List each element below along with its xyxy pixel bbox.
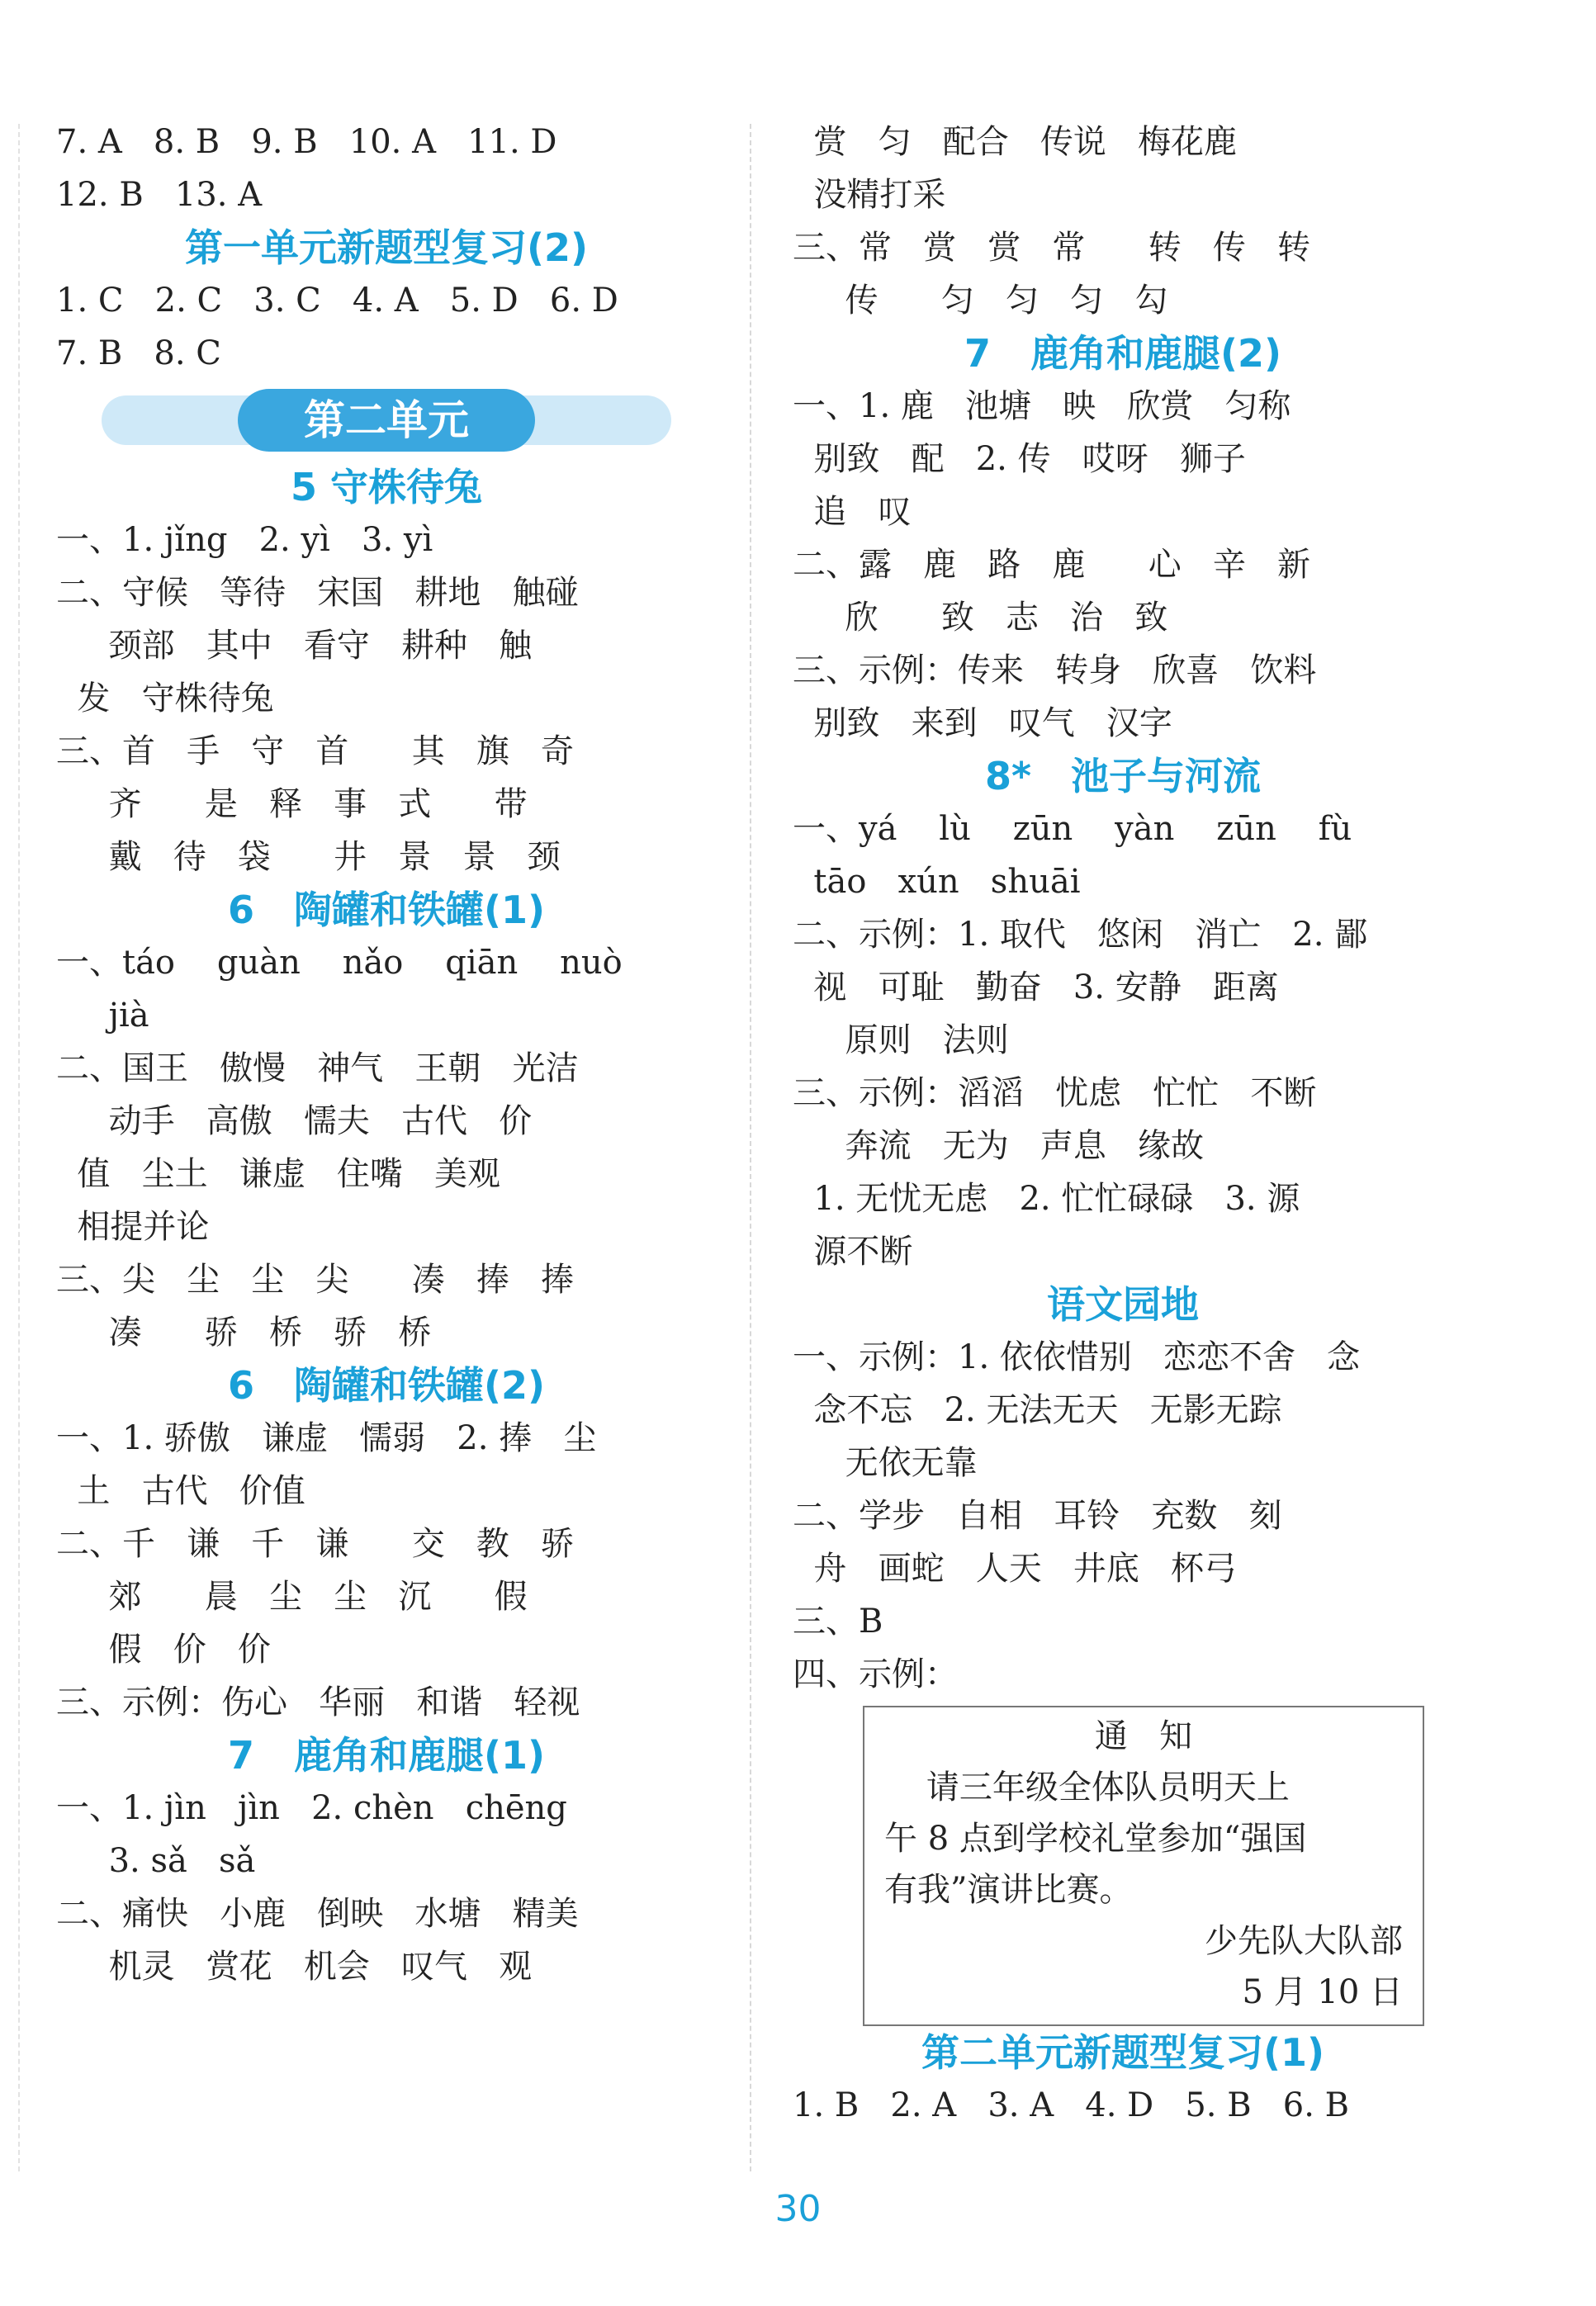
notice-box	[863, 1706, 1424, 2026]
answer-line: 奔流 无为 声息 缘故	[793, 1127, 1205, 1165]
answer-line: jià	[56, 997, 149, 1035]
answer-line: 别致 配 2. 传 哎呀 狮子	[793, 440, 1246, 478]
left-column	[56, 116, 717, 1993]
answer-line: 原则 法则	[793, 1021, 1009, 1059]
answer-line: 源不断	[793, 1233, 913, 1271]
answer-line: 三、示例：滔滔 忧虑 忙忙 不断	[793, 1074, 1317, 1112]
answer-line: 三、示例：伤心 华丽 和谐 轻视	[56, 1683, 580, 1721]
answer-line: 一、1. jìn jìn 2. chèn chēng	[56, 1789, 567, 1827]
answer-line: 无依无靠	[793, 1444, 978, 1482]
answer-line: 相提并论	[56, 1208, 210, 1246]
section-heading: 6 陶罐和铁罐(1)	[227, 888, 546, 932]
answer-line: 一、yá lù zūn yàn zūn fù	[793, 810, 1352, 848]
unit-banner-title: 第二单元	[238, 389, 535, 452]
answer-line: 二、痛快 小鹿 倒映 水塘 精美	[56, 1895, 579, 1933]
answer-line: 1. B 2. A 3. A 4. D 5. B 6. B	[793, 2086, 1350, 2124]
answer-line: 二、千 谦 千 谦 交 教 骄	[56, 1525, 575, 1563]
answer-line: 一、1. jǐng 2. yì 3. yì	[56, 521, 433, 559]
answer-line: 欣 致 志 治 致	[793, 599, 1168, 637]
answer-line: 郊 晨 尘 尘 沉 假	[56, 1578, 528, 1616]
section-heading: 8* 池子与河流	[984, 754, 1262, 798]
answer-line: 二、学步 自相 耳铃 充数 刻	[793, 1497, 1282, 1535]
answer-line: 12. B 13. A	[56, 176, 263, 214]
answer-line: 二、国王 傲慢 神气 王朝 光洁	[56, 1049, 579, 1087]
answer-line: 1. 无忧无虑 2. 忙忙碌碌 3. 源	[793, 1180, 1300, 1218]
answer-line: 舟 画蛇 人天 井底 杯弓	[793, 1550, 1238, 1588]
answer-line: 凑 骄 桥 骄 桥	[56, 1314, 432, 1352]
section-heading: 6 陶罐和铁罐(2)	[227, 1363, 546, 1408]
section-heading: 第一单元新题型复习(2)	[184, 225, 589, 270]
answer-line: 机灵 赏花 机会 叹气 观	[56, 1948, 533, 1986]
section-heading: 第二单元新题型复习(1)	[921, 2030, 1325, 2075]
answer-line: 假 价 价	[56, 1631, 271, 1669]
right-column	[793, 116, 1453, 2132]
notice-body-line: 午 8 点到学校礼堂参加“强国	[884, 1820, 1307, 1858]
answer-line: 四、示例：	[793, 1655, 958, 1693]
answer-line: 三、尖 尘 尘 尖 凑 捧 捧	[56, 1261, 575, 1299]
answer-line: 戴 待 袋 井 景 景 颈	[56, 838, 561, 876]
answer-line: 发 守株待兔	[56, 679, 274, 717]
answer-line: 三、首 手 守 首 其 旗 奇	[56, 732, 575, 770]
section-heading: 7 鹿角和鹿腿(1)	[227, 1733, 546, 1778]
left-margin-line	[18, 124, 20, 2171]
answer-line: 一、1. 鹿 池塘 映 欣赏 匀称	[793, 387, 1291, 425]
answer-line: 三、示例：传来 转身 欣喜 饮料	[793, 651, 1317, 689]
answer-line: 一、1. 骄傲 谦虚 懦弱 2. 捧 尘	[56, 1419, 597, 1457]
unit-banner	[56, 383, 717, 457]
answer-line: 1. C 2. C 3. C 4. A 5. D 6. D	[56, 282, 618, 320]
column-divider	[750, 124, 751, 2171]
answer-line: 动手 高傲 懦夫 古代 价	[56, 1102, 533, 1140]
answer-line: 齐 是 释 事 式 带	[56, 785, 528, 823]
answer-line: 赏 匀 配合 传说 梅花鹿	[793, 123, 1238, 161]
answer-line: 7. B 8. C	[56, 334, 221, 372]
section-heading: 5 守株待兔	[290, 465, 483, 509]
answer-line: 7. A 8. B 9. B 10. A 11. D	[56, 123, 557, 161]
answer-line: 土 古代 价值	[56, 1472, 305, 1510]
section-heading: 语文园地	[1047, 1282, 1199, 1327]
answer-line: 别致 来到 叹气 汉字	[793, 704, 1172, 742]
answer-line: 没精打采	[793, 176, 946, 214]
notice-title: 通 知	[1094, 1717, 1193, 1755]
answer-line: 三、常 赏 赏 常 转 传 转	[793, 229, 1311, 267]
section-heading: 7 鹿角和鹿腿(2)	[964, 331, 1282, 376]
answer-line: tāo xún shuāi	[793, 863, 1081, 901]
answer-line: 三、B	[793, 1603, 883, 1641]
unit-banner-shape	[102, 389, 671, 452]
answer-line: 追 叹	[793, 493, 912, 531]
answer-line: 一、示例：1. 依依惜别 恋恋不舍 念	[793, 1338, 1361, 1376]
notice-body-line: 请三年级全体队员明天上	[884, 1769, 1290, 1806]
answer-line: 值 尘土 谦虚 住嘴 美观	[56, 1155, 501, 1193]
notice-date: 5 月 10 日	[1242, 1973, 1403, 2011]
page-number: 30	[774, 2188, 822, 2230]
answer-line: 一、táo guàn nǎo qiān nuò	[56, 944, 623, 982]
notice-signer: 少先队大队部	[1205, 1922, 1403, 1960]
answer-line: 二、露 鹿 路 鹿 心 辛 新	[793, 546, 1311, 584]
answer-line: 二、守候 等待 宋国 耕地 触碰	[56, 574, 579, 612]
answer-line: 颈部 其中 看守 耕种 触	[56, 627, 533, 665]
answer-line: 视 可耻 勤奋 3. 安静 距离	[793, 968, 1279, 1006]
answer-line: 念不忘 2. 无法无天 无影无踪	[793, 1391, 1282, 1429]
answer-line: 二、示例：1. 取代 悠闲 消亡 2. 鄙	[793, 916, 1368, 954]
answer-line: 传 匀 匀 匀 勾	[793, 282, 1168, 320]
notice-body-line: 有我”演讲比赛。	[884, 1871, 1133, 1909]
answer-line: 3. sǎ sǎ	[56, 1842, 256, 1880]
